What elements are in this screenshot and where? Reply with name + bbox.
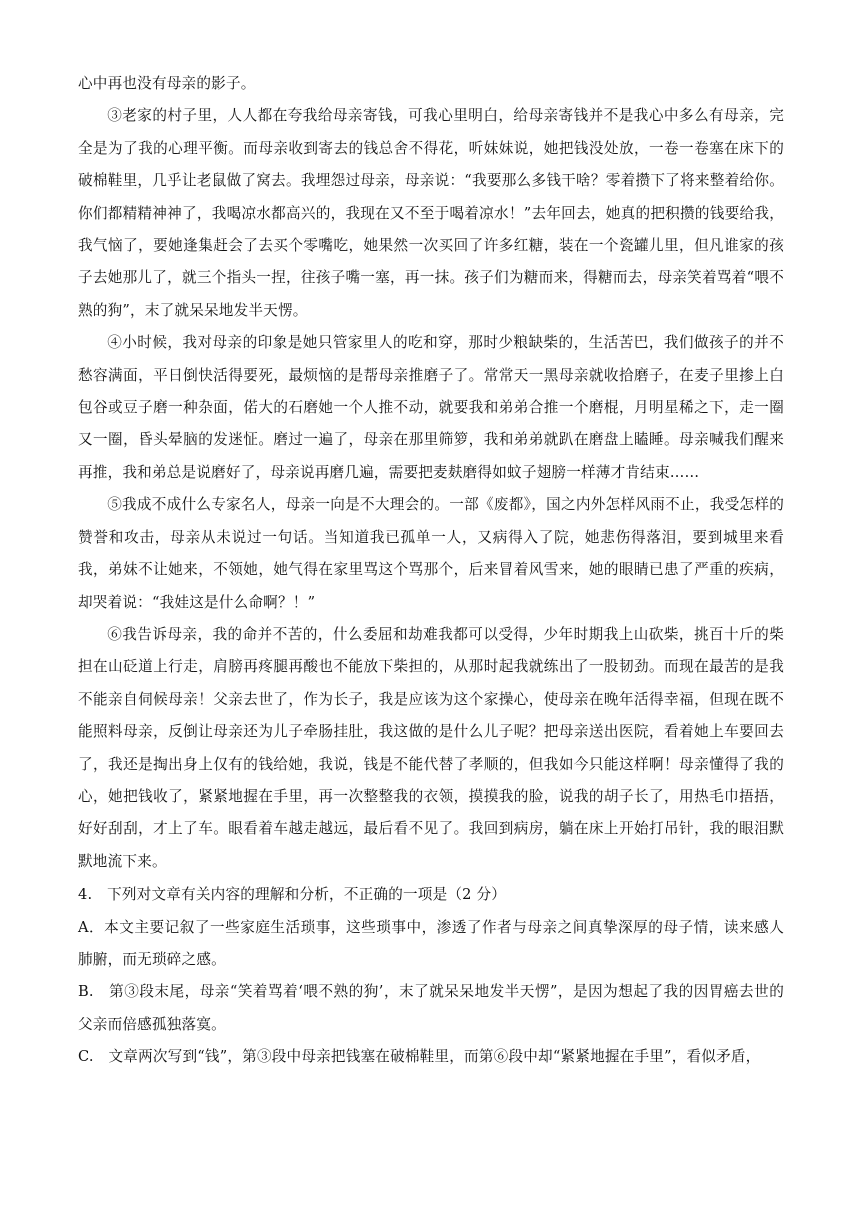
option-b: B. 第③段末尾，母亲“笑着骂着‘喂不熟的狗’，末了就呆呆地发半天愣”，是因为想起了我的因胃癌去世的父亲而倍感孤独落寞。 (78, 983, 784, 1033)
option-c: C. 文章两次写到“钱”，第③段中母亲把钱塞在破棉鞋里，而第⑥段中却“紧紧地握在手里”，看似矛盾， (78, 1048, 761, 1066)
question-stem: 4. 下列对文章有关内容的理解和分析，不正确的一项是（2 分） (78, 886, 507, 904)
paragraph-continuation: 心中再也没有母亲的影子。 (78, 75, 256, 92)
paragraph-6: ⑥我告诉母亲，我的命并不苦的，什么委屈和劫难我都可以受得，少年时期我上山砍柴，挑百十斤的柴担在山砭道上行走，肩膀再疼腿再酸也不能放下柴担的，从那时起我就练出了一股韧劲。而现在最苦的是我不能亲自伺候母亲！父亲去世了，作为长子，我是应该为这个家操心，使母亲在晚年活得幸福，但现在既不能照料母亲，反倒让母亲还为儿子牵肠挂肚，我这做的是什么儿子呢？把母亲送出医院，看着她上车要回去了，我还是掏出身上仅有的钱给她，我说，钱是不能代替了孝顺的，但我如今只能这样啊！母亲懂得了我的心，她把钱收了，紧紧地握在手里，再一次整整我的衣领，摸摸我的脸，说我的胡子长了，用热毛巾捂捂，好好刮刮，才上了车。眼看着车越走越远，最后看不见了。我回到病房，躺在床上开始打吊针，我的眼泪默默地流下来。 (78, 625, 784, 870)
paragraph-3: ③老家的村子里，人人都在夸我给母亲寄钱，可我心里明白，给母亲寄钱并不是我心中多么有母亲，完全是为了我的心理平衡。而母亲收到寄去的钱总舍不得花，听妹妹说，她把钱没处放，一卷一卷塞在床下的破棉鞋里，几乎让老鼠做了窝去。我埋怨过母亲，母亲说：“我要那么多钱干啥？零着攒下了将来整着给你。你们都精精神神了，我喝凉水都高兴的，我现在又不至于喝着凉水！”去年回去，她真的把积攒的钱要给我，我气恼了，要她逢集赶会了去买个零嘴吃，她果然一次买回了许多红糖，装在一个瓷罐儿里，但凡谁家的孩子去她那儿了，就三个指头一捏，往孩子嘴一塞，再一抹。孩子们为糖而来，得糖而去，母亲笑着骂着“喂不熟的狗”，末了就呆呆地发半天愣。 (78, 107, 784, 319)
option-a: A．本文主要记叙了一些家庭生活琐事，这些琐事中，渗透了作者与母亲之间真挚深厚的母子情，读来感人肺腑，而无琐碎之感。 (78, 918, 784, 968)
paragraph-4: ④小时候，我对母亲的印象是她只管家里人的吃和穿，那时少粮缺柴的，生活苦巴，我们做孩子的并不愁容满面，平日倒快活得要死，最烦恼的是帮母亲推磨子了。常常天一黑母亲就收拾磨子，在麦子里掺上白包谷或豆子磨一种杂面，偌大的石磨她一个人推不动，就要我和弟弟合推一个磨棍，月明星稀之下，走一圈又一圈，昏头晕脑的发迷怔。磨过一遍了，母亲在那里筛箩，我和弟弟就趴在磨盘上瞌睡。母亲喊我们醒来再推，我和弟总是说磨好了，母亲说再磨几遍，需要把麦麸磨得如蚊子翅膀一样薄才肯结束…… (78, 334, 784, 481)
paragraph-5: ⑤我成不成什么专家名人，母亲一向是不大理会的。一部《废都》，国之内外怎样风雨不止，我受怎样的赞誉和攻击，母亲从未说过一句话。当知道我已孤单一人，又病得入了院，她悲伤得落泪，要到城里来看我，弟妹不让她来，不领她，她气得在家里骂这个骂那个，后来冒着风雪来，她的眼睛已患了严重的疾病，却哭着说：“我娃这是什么命啊？！” (78, 496, 784, 611)
exam-page (78, 68, 784, 1074)
